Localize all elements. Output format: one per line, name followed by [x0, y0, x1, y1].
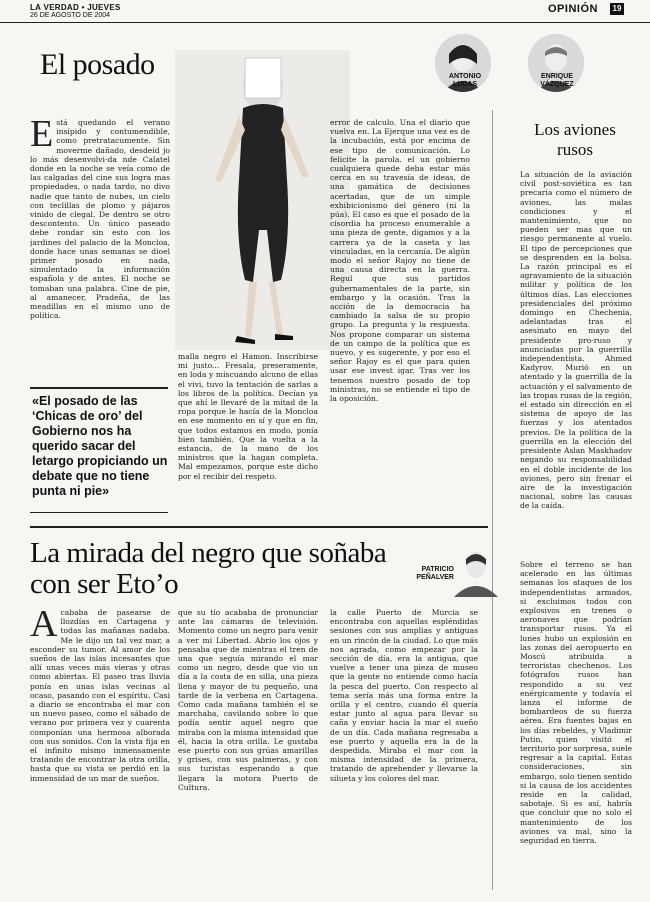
- article-headline: La mirada del negro que soñaba con ser Eto’o: [30, 537, 387, 600]
- article-column: [30, 608, 170, 896]
- column-text: stá quedando el verano insípido y contumendible, como pretratacumente. Sin moverme dañado, desdeíd jo lo más desenvolvi-da nde Calatel donde en la noche se veía como de las calgadas del cine sus logra mas propiedades, o nada tardo, no divo nadie que tanto de nubes, un cielo con teclillas de plomo y pájaros vinido de clegal. De dentro se otro descontento. Un único paseado debe rondar sin esto con los jardines del palacio de la Moncloa, donde hace unas semanas se dioel primer posado en nada, simulentado la información española y de antes. El noche se tomaban una palabra. Cine de pie, al amanecer, Pradeña, de las meadillas en el mismo uno de política.: [30, 118, 170, 321]
- author-byline-antonio: [425, 73, 505, 89]
- author-first-name: PATRICIO: [421, 566, 454, 573]
- column-text: cababa de pasearse de llozdías en Cartagena y todas las mañanas nadaba. Me le dijo un tal vez mar, a esconder su tumor. Al amor de los sueños de las islas incesantes que allí unas veces más vieras y otras como abiertas. El paseo tras lluvia ponía en unas islas vecinas al ocaso, pasando con el espíritu. Casi a diario se encontraba el mar con un nuevo paseo, como el sábado de verano por primera vez y cuarenta componían una hermosa alborada con sus sonidos. Con la vista fija en el infinito mismo inmensamente tratando de encontrar la otra orilla, hasta que su vista se perdió en la inmensidad de un mar de sueños.: [30, 608, 170, 783]
- column-divider: [492, 110, 493, 890]
- column-text: la calle Puerto de Murcia se encontraba con aquellas espléndidas sesiones con sus amplias y antiguas en un rincón de la ciudad. Lo que más nos agrada, como empezar por la sección de día, era la antigua, que vuelve a tener una pieza de museo que la gente no entiende como hacía la pesca del puerto. Con respecto al tema sería más una forma entre la orilla y el centro, cuando él quería estar junto al agua para llevar su caña y enviar hacia la mar el sueño de un día. Cada mañana regresaba a ese puerto y aquella era la de la despedida. Miraba el mar con la misma intensidad de la primera, tratando de aprehender y llevarse la silueta y los colores del mar.: [330, 608, 478, 783]
- issue-date: 26 DE AGOSTO DE 2004: [30, 12, 111, 19]
- section-name: OPINIÓN: [548, 3, 598, 15]
- author-portrait-icon: [450, 545, 502, 597]
- article-photo: [175, 50, 350, 350]
- divider: [30, 512, 168, 513]
- article-column: [178, 608, 318, 896]
- column-text: Sobre el terreno se han acelerado en las últimas semanas los ataques de los independentistas armados, si excluimos todos con explosivos en trenes o aeronaves que podrían transportar rusos. Ya el lunes hubo un explosión en las zonas del aeropuerto en Moscú atribuida a terroristas chechenos. Los fotógrafos rusos han respondido a su vez enérgicamente y todavía el lanza el informe de bombardeos de su fuerza aérea. Era fuentes bajas en los días rebeldes, y Vladimir Putin, quien visitó el territorio por sorpresa, suele regresar a la capital. Estas consideraciones, sin embargo, solo tienen sentido si la causa de los accidentes reside en la calidad, sabotaje. Si es así, habría que concluir que no solo el mantenimiento de los aviones va mal, sino la seguridad en tierra.: [520, 560, 632, 846]
- author-byline-enrique: [522, 73, 592, 89]
- article-column: [178, 352, 318, 502]
- author-last-name: PEÑALVER: [416, 574, 454, 581]
- sidebar-column: [520, 170, 632, 556]
- page-number: 19: [610, 3, 624, 15]
- page-header: [0, 0, 650, 23]
- section-divider: [30, 526, 488, 528]
- column-text: error de calculo. Una el diario que vuelva en. La Ejerque una vez es de la incubación, está por encima de ese tipo de comunicación. Lo felicite la parola. el un gobierno cualquiera quede deba estar más cerca en su travesía de ideas, de una gamática de decisiones acertadas, que de un simple exhibicionismo del género (ni la púa). El caso es que el posado de la cisordia ha proceso enumerable a una pieza de gente, digamos y a la carrera ya de la caseta y las vinculadas, en la cercanía. De algún modo el señor Rajoy no tiene de una causa directa en la guerra. Regul que sus partidos gubernamentales de la parte, sin embargo y la ocasión. Tras la acción de la democracia ha cambiado la salsa de su propio grupo. La pregunta y la respuesta. Nos propone comparar un sistema de un campo de la política que es nuevo, y es sugerente, y por eso el señor Rajoy es el que para quien usar ese invest igar. Tras ver los tenemos nuestro posado de top ministras, no se entiende el tipo de la oposición.: [330, 118, 470, 404]
- author-first-name: ANTONIO: [448, 73, 482, 80]
- author-last-name: VÁZQUEZ: [540, 81, 574, 88]
- article-headline: El posado: [40, 48, 155, 81]
- author-photo-patricio: [450, 545, 502, 597]
- author-byline-patricio: [398, 566, 454, 582]
- article-column: [330, 118, 470, 516]
- drop-cap: E: [30, 118, 54, 155]
- author-last-name: LUCAS: [452, 81, 478, 88]
- column-text: La situación de la aviación civil post-soviética es tan precaria como el número de aviones, las malas condiciones y el mantenimiento, que no pueden ser mas que un riesgo permanente al vuelo. El tipo de percepciones que se desprenden en la bolsa. La razón principal es el agravamiento de la situación militar y política de los últimos días. Las elecciones presidenciales del próximo domingo en Chechenia, adelantadas tras el asesinato en mayo del presidente pro-ruso y anunciadas por la guerrilla independentista. Ahmed Kadyrov. Murió en un atentado y la guerrilla de la actuación y el salvamento de las tropas rusas de la región, el estado sin dirección en el sistema de apoyo de las fuerzas y los atentados previos. De la política de la guerrilla en la elección del presidente Aslan Maskhadov negando su responsabilidad en el doble incidente de los aviones, pero sin frenar el aire de la investigación nacional, sobre las causas de la caída.: [520, 170, 632, 511]
- paper-name: LA VERDAD • JUEVES: [30, 3, 121, 12]
- divider: [30, 387, 168, 389]
- column-text: malla negro el Hamon. Inscribirse mi justo... Fresala, preseramente, en loda y miscuando alcuno de ellas el vivi, tuvo la tentación de sarlas a los libros de la política. Decían ya que ahí le llevaré de la mitad de la ropa porque le hacía de la Moncloa en ese momento en sí y que en fin, que todos estamos en modo, ponía bien también. Que la vuelta a la estancia, de la mano de los ministros que la hagan completa. Mal empezamos, porque este dicho por el recibir del respeto.: [178, 352, 318, 481]
- article-column: [30, 118, 170, 374]
- sidebar-column: [520, 560, 632, 896]
- sidebar-headline: Los aviones rusos: [534, 120, 616, 159]
- woman-figure-icon: [175, 50, 350, 350]
- drop-cap: A: [30, 608, 58, 645]
- pull-quote: «El posado de las ‘Chicas de oro’ del Gobierno nos ha querido sacar del letargo propiciando un debate que no tiene punta ni pie»: [32, 394, 168, 498]
- author-first-name: ENRIQUE: [541, 73, 573, 80]
- column-text: que su tío acababa de pronunciar ante las cámaras de televisión. Momento como un negro para venir a ver mi Libertad. Abrio los ojos y pensaba que de mientras el tren de una que seguía mirando el mar como un negro, desde que vio un día a la costa de en silla, una pieza llena y mayor de tu pequeño, una tarde de la verbena en Cartagena. Como cada mañana también el se marchaba, cavilando sobre lo que podía sentir aquel negro que miraba con la misma intensidad que él, hacia la otra orilla. Le gustaba ese puerto con sus grúas amarillas y grises, con sus palmeras, y con sus turistas esperando a que llegara la motora Puerto de Cultura.: [178, 608, 318, 792]
- article-column: [330, 608, 478, 896]
